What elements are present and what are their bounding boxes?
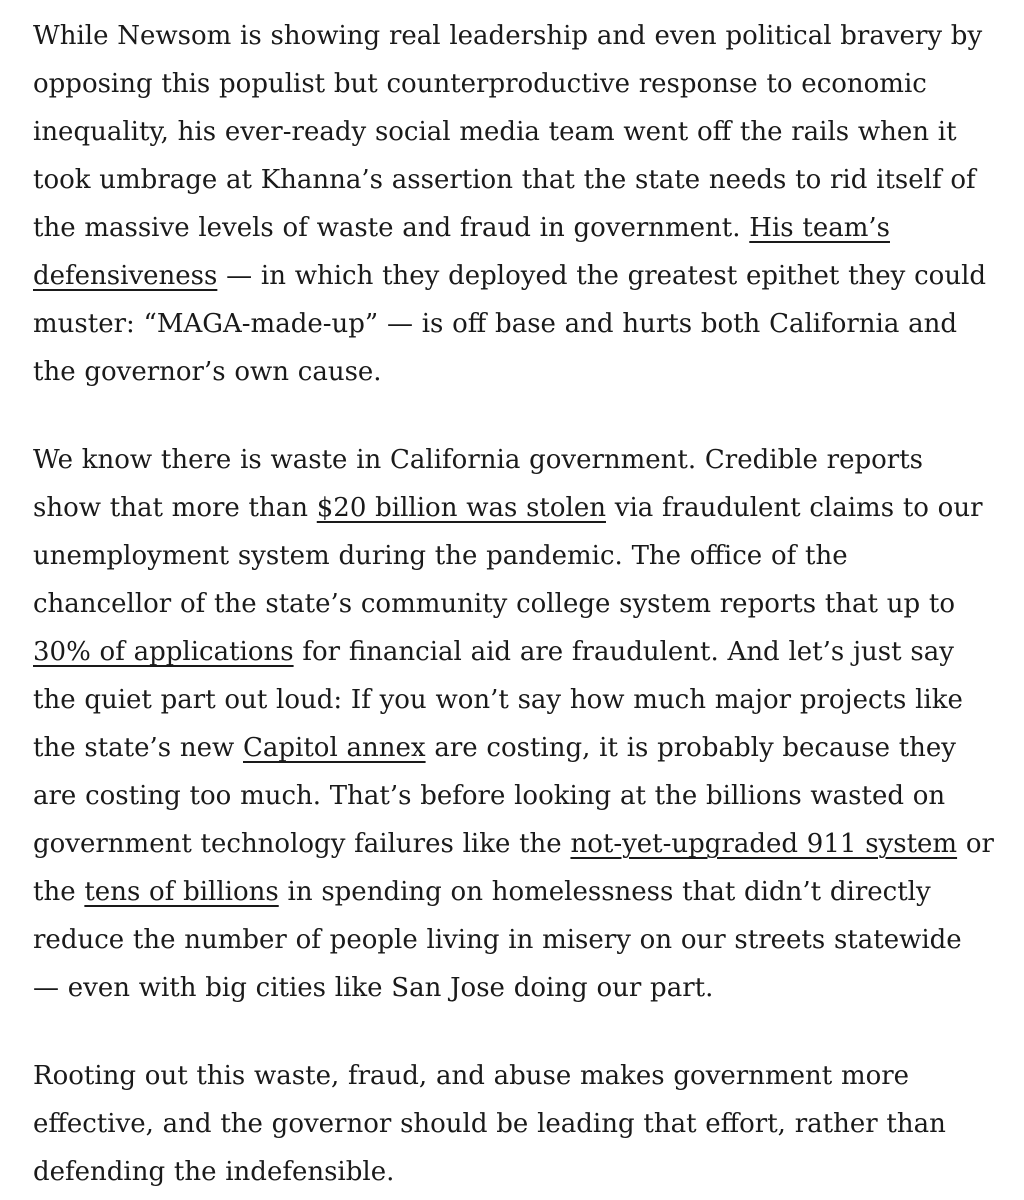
text-run: We know there is waste in California government. Credible reports show that more than [33, 445, 924, 523]
text-run: While Newsom is showing real leadership and even political bravery by opposing this populist but counterproductive response to economic inequality, his ever-ready social media team went off the rails when it took umbrage at Khanna’s assertion that the state needs to rid itself of the massive levels of waste and fraud in government. [33, 21, 983, 243]
text-run: or the [33, 829, 994, 907]
text-run: via fraudulent claims to our unemployment system during the pandemic. The office of the chancellor of the state’s community college system reports that up to [33, 493, 983, 619]
inline-link[interactable]: tens of billions [84, 877, 279, 907]
inline-link[interactable]: 30% of applications [33, 637, 294, 667]
text-run: Rooting out this waste, fraud, and abuse makes government more effective, and the governor should be leading that effort, rather than defending the indefensible. [33, 1061, 946, 1187]
text-run: are costing, it is probably because they are costing too much. That’s before looking at the billions wasted on government technology failures like the [33, 733, 956, 859]
text-run: for financial aid are fraudulent. And let’s just say the quiet part out loud: If you won’t say how much major projects like the state’s new [33, 637, 963, 763]
inline-link[interactable]: not-yet-upgraded 911 system [570, 829, 958, 859]
inline-link[interactable]: His team’s defensiveness [33, 213, 890, 291]
paragraph [33, 1052, 994, 1196]
inline-link[interactable]: Capitol annex [243, 733, 426, 763]
paragraph [33, 12, 994, 396]
text-run: — in which they deployed the greatest epithet they could muster: “MAGA-made-up” — is off base and hurts both California and the governor’s own cause. [33, 261, 987, 387]
inline-link[interactable]: $20 billion was stolen [316, 493, 606, 523]
paragraph [33, 436, 994, 1012]
text-run: in spending on homelessness that didn’t directly reduce the number of people living in misery on our streets statewide — even with big cities like San Jose doing our part. [33, 877, 962, 1003]
